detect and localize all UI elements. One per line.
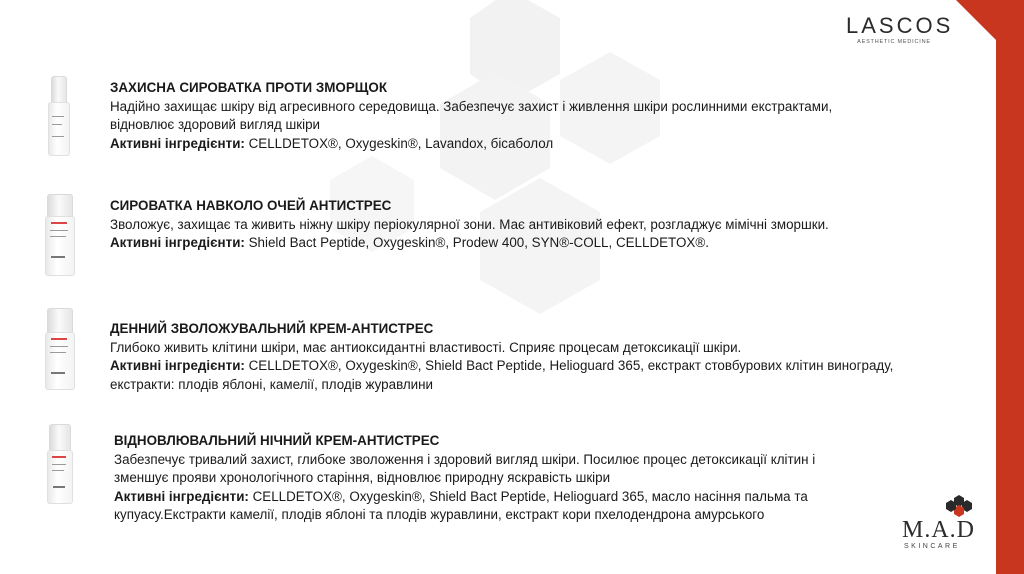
product-description: зменшує прояви хронологічного старіння, відновлює природну яскравість шкіри (114, 470, 611, 485)
ingredients-value: CELLDETOX®, Oxygeskin®, Shield Bact Peptide, Helioguard 365, екстракт стовбурових клітин винограду, (248, 358, 894, 373)
accent-corner (956, 0, 996, 40)
product-image (46, 76, 70, 156)
product-image (43, 194, 75, 276)
product-block (110, 79, 990, 153)
product-title: ВІДНОВЛЮВАЛЬНИЙ НІЧНИЙ КРЕМ-АНТИСТРЕС (114, 433, 440, 448)
product-ingredients (114, 488, 974, 507)
product-description: Зволожує, захищає та живить ніжну шкіру періокулярної зони. Має антивіковий ефект, розгладжує мімічні зморшки. (110, 216, 829, 232)
mad-logo-name: M.A.D (902, 517, 976, 543)
brand-subtitle: AESTHETIC MEDICINE (857, 39, 931, 45)
ingredients-label: Активні інгредієнти: (110, 235, 245, 250)
ingredients-value: CELLDETOX®, Oxygeskin®, Shield Bact Peptide, Helioguard 365, масло насіння пальма та (252, 488, 808, 504)
product-description: Глибоко живить клітини шкіри, має антиоксидантні властивості. Сприяє процесам детоксикації шкіри. (110, 339, 742, 355)
ingredients-label: Активні інгредієнти: (114, 488, 249, 504)
product-title: ЗАХИСНА СИРОВАТКА ПРОТИ ЗМОРЩОК (110, 80, 388, 95)
product-image (43, 308, 75, 390)
brand-logo (846, 13, 954, 46)
product-ingredients-continued: екстракти: плодів яблоні, камелії, плодів журавлини (110, 376, 434, 392)
brand-name: LASCOS (846, 13, 954, 38)
product-title: СИРОВАТКА НАВКОЛО ОЧЕЙ АНТИСТРЕС (110, 198, 392, 213)
product-description: відновлює здоровий вигляд шкіри (110, 117, 321, 132)
product-block (114, 432, 974, 525)
ingredients-label: Активні інгредієнти: (110, 135, 245, 151)
product-image (44, 424, 74, 504)
product-description: Забезпечує тривалий захист, глибоке зволоження і здоровий вигляд шкіри. Посилює процес детоксикації клітин і (114, 451, 816, 467)
product-ingredients (110, 135, 990, 154)
product-ingredients (110, 357, 1000, 376)
product-block (110, 320, 1000, 394)
accent-bar (996, 0, 1024, 574)
ingredients-label: Активні інгредієнти: (110, 358, 245, 373)
product-title: ДЕННИЙ ЗВОЛОЖУВАЛЬНИЙ КРЕМ-АНТИСТРЕС (110, 321, 434, 336)
product-block (110, 197, 990, 253)
product-ingredients-continued: купуасу.Екстракти камелії, плодів яблоні та плодів журавлини, екстракт кори пхелодендрона амурського (114, 507, 765, 522)
ingredients-value: Shield Bact Peptide, Oxygeskin®, Prodew 400, SYN®-COLL, CELLDETOX®. (248, 235, 709, 250)
mad-logo-subtitle: SKINCARE (904, 543, 960, 550)
product-ingredients (110, 234, 990, 253)
product-description: Надійно захищає шкіру від агресивного середовища. Забезпечує захист і живлення шкіри рослинними екстрактами, (110, 98, 833, 114)
ingredients-value: CELLDETOX®, Oxygeskin®, Lavandox, бісаболол (248, 135, 554, 151)
